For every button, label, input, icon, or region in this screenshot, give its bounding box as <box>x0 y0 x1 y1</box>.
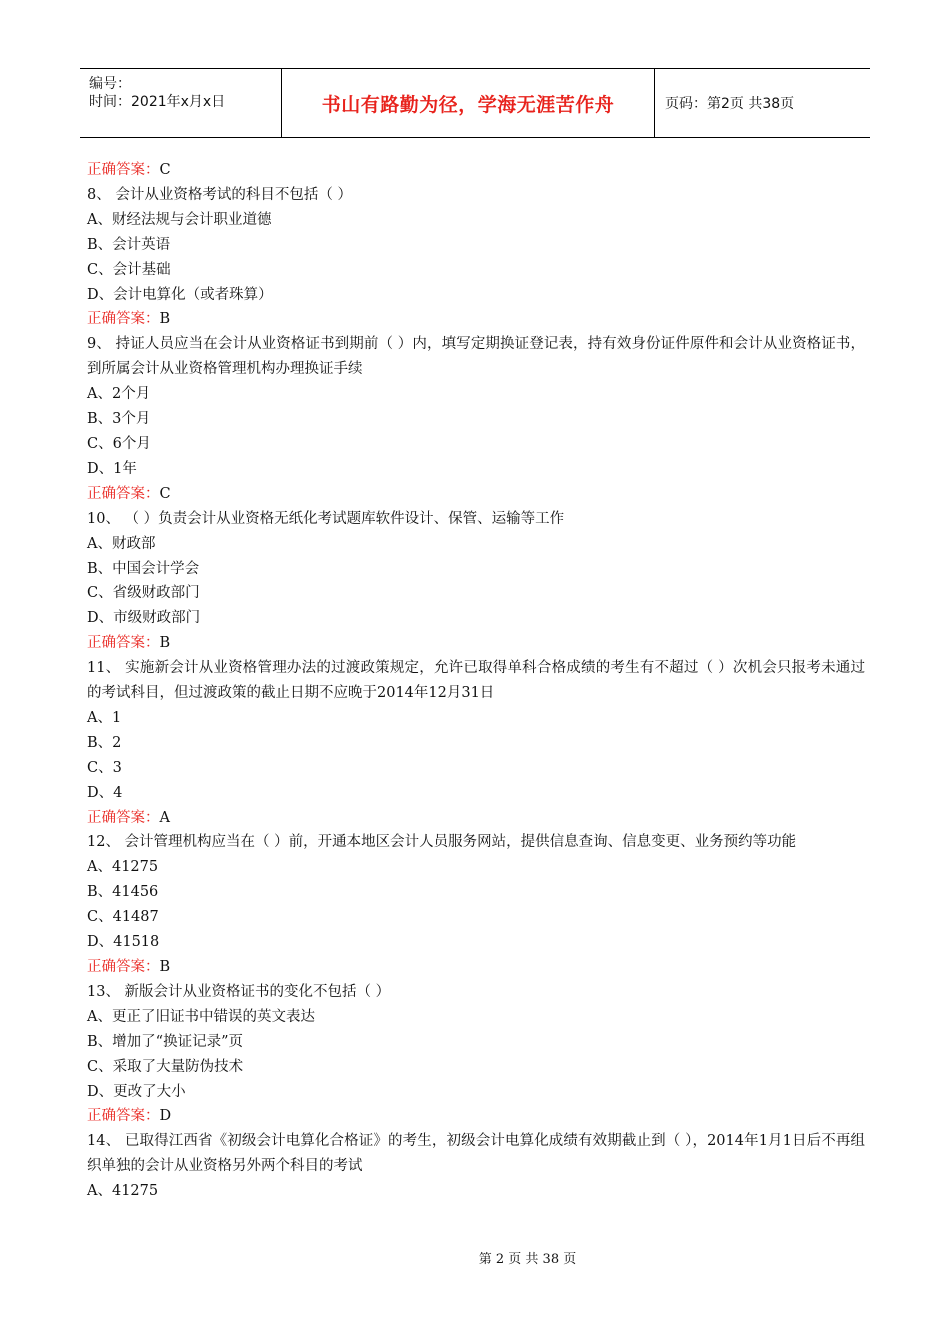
correct-answer <box>87 631 865 656</box>
option-line: A、2个月 <box>87 386 151 403</box>
option-line: B、41456 <box>87 884 159 901</box>
option-line: D、41518 <box>87 934 160 951</box>
correct-answer <box>87 806 865 831</box>
answer-label: 正确答案： <box>87 1108 160 1125</box>
question-line: 14、 已取得江西省《初级会计电算化合格证》的考生，初级会计电算化成绩有效期截止到（ ），2014年1月1日后不再组织单独的会计从业资格另外两个科目的考试 <box>87 1133 865 1175</box>
page-info: 页码：第2页 共38页 <box>665 96 795 112</box>
answer-label: 正确答案： <box>87 485 160 502</box>
time-label: 时间：2021年x月x日 <box>89 94 226 110</box>
page-header <box>80 68 870 138</box>
option-line: D、4 <box>87 784 123 801</box>
header-meta-cell <box>80 69 282 137</box>
question-line: 10、 （ ）负责会计从业资格无纸化考试题库软件设计、保管、运输等工作 <box>87 510 565 527</box>
header-motto-cell <box>282 69 655 137</box>
motto-text: 书山有路勤为径，学海无涯苦作舟 <box>321 93 615 116</box>
document-body <box>87 158 865 1204</box>
option-line: A、1 <box>87 709 122 726</box>
correct-answer <box>87 482 865 507</box>
answer-label: 正确答案： <box>87 959 160 975</box>
answer-value: C <box>159 485 171 502</box>
question-line: 11、 实施新会计从业资格管理办法的过渡政策规定，允许已取得单科合格成绩的考生有不超过（ ）次机会只报考未通过的考试科目，但过渡政策的截止日期不应晚于2014年12月31日 <box>87 660 865 702</box>
option-line: C、3 <box>87 759 122 776</box>
question-line: 12、 会计管理机构应当在（ ）前，开通本地区会计人员服务网站，提供信息查询、信息变更、业务预约等功能 <box>87 834 797 851</box>
option-line: B、中国会计学会 <box>87 560 200 577</box>
option-line: D、1年 <box>87 460 137 477</box>
answer-label: 正确答案： <box>87 809 160 826</box>
answer-value: B <box>159 311 171 328</box>
option-line: C、41487 <box>87 909 159 926</box>
question-line: 9、 持证人员应当在会计从业资格证书到期前（ ）内，填写定期换证登记表，持有效身份证件原件和会计从业资格证书，到所属会计从业资格管理机构办理换证手续 <box>87 336 865 378</box>
correct-answer <box>87 307 865 332</box>
option-line: B、会计英语 <box>87 236 171 253</box>
option-line: C、会计基础 <box>87 261 171 278</box>
option-line: B、2 <box>87 734 122 751</box>
option-line: B、增加了“换证记录”页 <box>87 1033 243 1050</box>
answer-value: B <box>159 959 171 975</box>
answer-value: D <box>159 1108 172 1125</box>
option-line: A、更正了旧证书中错误的英文表达 <box>87 1008 315 1025</box>
option-line: A、41275 <box>87 859 159 876</box>
answer-value: C <box>159 162 171 178</box>
answer-value: B <box>159 635 171 652</box>
option-line: D、会计电算化（或者珠算） <box>87 286 273 303</box>
option-line: B、3个月 <box>87 411 151 428</box>
option-line: C、6个月 <box>87 435 151 452</box>
answer-label: 正确答案： <box>87 635 160 652</box>
page-footer: 第 2 页 共 38 页 <box>478 1252 577 1267</box>
correct-answer <box>87 158 865 183</box>
correct-answer <box>87 955 865 980</box>
answer-label: 正确答案： <box>87 311 160 328</box>
option-line: D、市级财政部门 <box>87 610 201 627</box>
option-line: A、财政部 <box>87 535 156 552</box>
question-line: 13、 新版会计从业资格证书的变化不包括（ ） <box>87 983 391 1000</box>
option-line: A、41275 <box>87 1183 159 1200</box>
correct-answer <box>87 1104 865 1129</box>
option-line: C、采取了大量防伪技术 <box>87 1058 244 1075</box>
question-line: 8、 会计从业资格考试的科目不包括（ ） <box>87 186 352 203</box>
number-label: 编号： <box>89 76 131 92</box>
answer-value: A <box>159 809 170 826</box>
option-line: A、财经法规与会计职业道德 <box>87 211 272 228</box>
option-line: C、省级财政部门 <box>87 585 200 602</box>
answer-label: 正确答案： <box>87 162 160 178</box>
option-line: D、更改了大小 <box>87 1083 186 1100</box>
